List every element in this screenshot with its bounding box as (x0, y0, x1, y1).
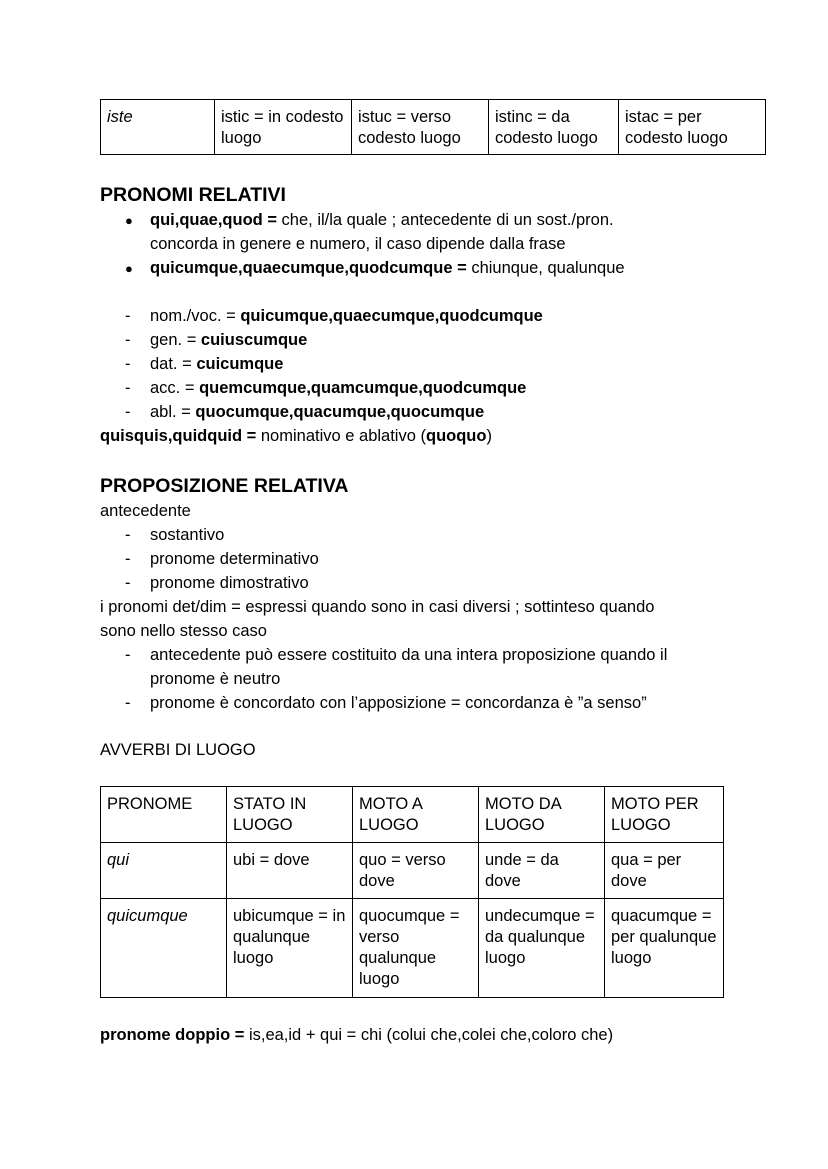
dash-marker: - (125, 526, 131, 544)
table-cell: quo = verso dove (353, 843, 479, 899)
table-header-cell: MOTO A LUOGO (353, 787, 479, 843)
list-item: antecedente può essere costituito da una intera proposizione quando il (150, 646, 668, 664)
list-item-continued: pronome è neutro (150, 670, 281, 688)
case-line: gen. = cuiuscumque (150, 331, 308, 349)
table-cell: istinc = da codesto luogo (489, 100, 619, 155)
table-cell: iste (101, 100, 215, 155)
table-cell: undecumque = da qualunque luogo (479, 899, 605, 998)
table-cell: qua = per dove (605, 843, 724, 899)
table-cell: quocumque = verso qualunque luogo (353, 899, 479, 998)
list-item: pronome è concordato con l’apposizione = concordanza è ”a senso” (150, 694, 647, 712)
dash-marker: - (125, 646, 131, 664)
section-heading: PRONOMI RELATIVI (100, 184, 286, 206)
table-cell: istuc = verso codesto luogo (352, 100, 489, 155)
table-cell: unde = da dove (479, 843, 605, 899)
table-cell: qui (101, 843, 227, 899)
section-heading: PROPOSIZIONE RELATIVA (100, 475, 349, 497)
table-cell: istac = per codesto luogo (619, 100, 766, 155)
table-cell: istic = in codesto luogo (215, 100, 352, 155)
paragraph-line: antecedente (100, 502, 191, 520)
bullet-icon: ● (125, 213, 133, 228)
table-header-cell: MOTO PER LUOGO (605, 787, 724, 843)
quisquis-line: quisquis,quidquid = nominativo e ablativo (quoquo) (100, 427, 492, 445)
dash-marker: - (125, 550, 131, 568)
paragraph-line: i pronomi det/dim = espressi quando sono in casi diversi ; sottinteso quando (100, 598, 655, 616)
list-item: sostantivo (150, 526, 225, 544)
table-row (101, 100, 766, 155)
bullet-text: qui,quae,quod = che, il/la quale ; antecedente di un sost./pron. (150, 211, 614, 229)
bullet-text: quicumque,quaecumque,quodcumque = chiunque, qualunque (150, 259, 625, 277)
table-header-cell: PRONOME (101, 787, 227, 843)
dash-marker: - (125, 355, 131, 373)
case-line: nom./voc. = quicumque,quaecumque,quodcumque (150, 307, 543, 325)
table-cell: quicumque (101, 899, 227, 998)
paragraph-line: sono nello stesso caso (100, 622, 267, 640)
section-heading: AVVERBI DI LUOGO (100, 741, 256, 759)
iste-table (100, 99, 766, 155)
table-header-cell: MOTO DA LUOGO (479, 787, 605, 843)
table-header-cell: STATO IN LUOGO (227, 787, 353, 843)
dash-marker: - (125, 331, 131, 349)
dash-marker: - (125, 307, 131, 325)
case-line: dat. = cuicumque (150, 355, 284, 373)
dash-marker: - (125, 379, 131, 397)
case-line: acc. = quemcumque,quamcumque,quodcumque (150, 379, 527, 397)
list-item: pronome dimostrativo (150, 574, 309, 592)
dash-marker: - (125, 694, 131, 712)
case-line: abl. = quocumque,quacumque,quocumque (150, 403, 485, 421)
pronome-doppio-line: pronome doppio = is,ea,id + qui = chi (colui che,colei che,coloro che) (100, 1026, 614, 1044)
bullet-text-continued: concorda in genere e numero, il caso dipende dalla frase (150, 235, 566, 253)
table-cell: quacumque = per qualunque luogo (605, 899, 724, 998)
table-cell: ubi = dove (227, 843, 353, 899)
bullet-icon: ● (125, 261, 133, 276)
dash-marker: - (125, 574, 131, 592)
list-item: pronome determinativo (150, 550, 319, 568)
table-header-row (101, 787, 724, 843)
avverbi-table (100, 786, 724, 998)
dash-marker: - (125, 403, 131, 421)
table-row (101, 899, 724, 998)
table-row (101, 843, 724, 899)
table-cell: ubicumque = in qualunque luogo (227, 899, 353, 998)
